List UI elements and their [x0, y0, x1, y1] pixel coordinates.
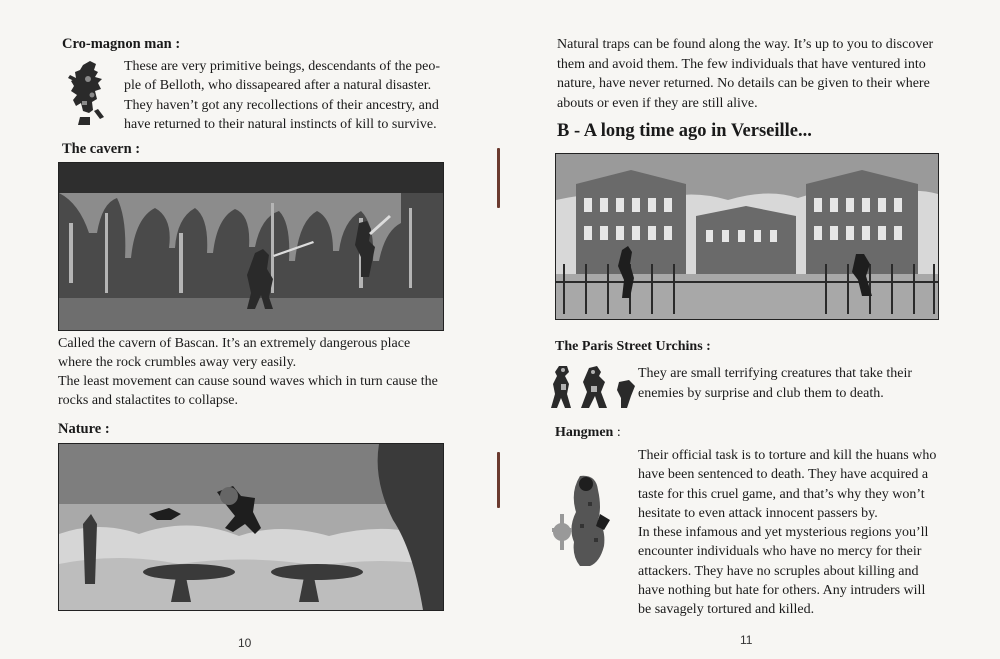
cro-magnon-line-3: They haven’t got any recollections of their ancestry, and	[124, 97, 439, 113]
section-title: B - A long time ago in Verseille...	[557, 121, 812, 141]
hangmen-heading	[555, 425, 621, 441]
hangmen-heading-colon: :	[613, 425, 621, 440]
urchins-line-2: enemies by surprise and club them to death.	[638, 385, 884, 401]
natural-traps-text	[557, 35, 933, 113]
hangmen-line-3: taste for this cruel game, and that’s why they won’t	[638, 486, 925, 502]
cavern-heading: The cavern :	[62, 141, 141, 157]
hangmen-line-7: attackers. They have no scruples about killing and	[638, 563, 919, 579]
cavern-line-1: Called the cavern of Bascan. It’s an extremely dangerous place	[58, 336, 411, 351]
hangmen-line-4: hesitate to even attack innocent passers by.	[638, 505, 878, 521]
intro-line-1: Natural traps can be found along the way. It’s up to you to discover	[557, 37, 934, 52]
hangmen-line-1: Their official task is to torture and kill the huans who	[638, 448, 937, 463]
urchins-text	[638, 364, 912, 403]
right-page-number: 11	[740, 633, 753, 647]
hangmen-line-6: encounter individuals who have no mercy for their	[638, 544, 922, 560]
cro-magnon-line-1: These are very primitive beings, descendants of the peo-	[124, 59, 441, 74]
hangmen-line-5: In these infamous and yet mysterious regions you’ll	[638, 525, 929, 541]
hangmen-text	[638, 446, 936, 620]
urchins-heading-text: The Paris Street Urchins :	[555, 339, 711, 354]
hangman-sprite	[550, 474, 630, 566]
hangmen-heading-text: Hangmen	[555, 425, 614, 440]
nature-heading: Nature :	[58, 421, 110, 437]
left-page-number: 10	[238, 636, 252, 650]
intro-line-2: them and avoid them. The few individuals that have ventured into	[557, 56, 926, 72]
cavern-line-2: where the rock crumbles away very easily.	[58, 355, 297, 370]
intro-line-4: abouts or even if they are still alive.	[557, 95, 758, 111]
cavern-line-4: rocks and stalactites to collapse.	[58, 393, 238, 408]
cro-magnon-heading: Cro-magnon man :	[62, 36, 181, 52]
urchins-heading	[555, 339, 711, 355]
verseille-screenshot	[555, 153, 939, 320]
intro-line-3: nature, have never returned. No details can be given to their where	[557, 76, 930, 91]
urchins-sprite	[549, 362, 639, 412]
hangmen-line-9: be savagely tortured and killed.	[638, 602, 815, 618]
cro-magnon-line-4: have returned to their natural instincts of kill to survive.	[124, 116, 437, 132]
cavern-line-3: The least movement can cause sound waves which in turn cause the	[58, 374, 438, 389]
hangmen-line-8: have nothing but hate for others. Any intruders will	[638, 583, 926, 599]
hangmen-line-2: have been sentenced to death. They have acquired a	[638, 467, 929, 483]
urchins-line-1: They are small terrifying creatures that take their	[638, 366, 913, 381]
cro-magnon-line-2: ple of Belloth, who dissapeared after a natural disaster.	[124, 78, 432, 94]
